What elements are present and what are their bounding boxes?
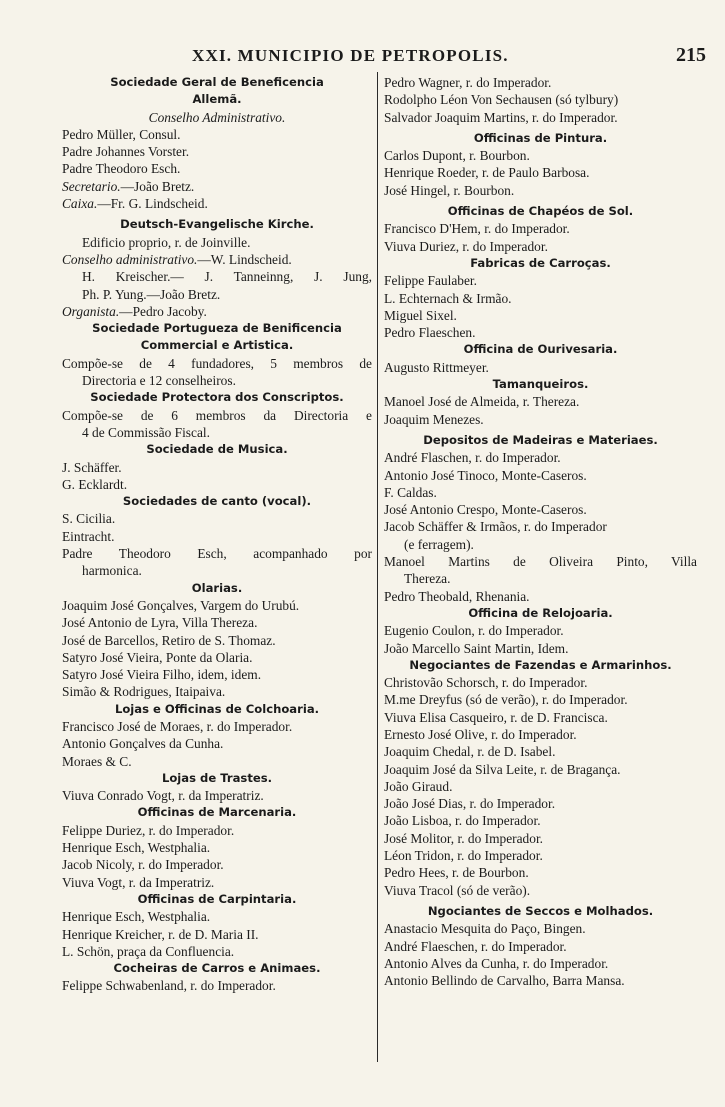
running-head bbox=[0, 46, 725, 72]
list-item: Viuva Vogt, r. da Imperatriz. bbox=[62, 874, 215, 890]
list-item: Henrique Esch, Westphalia. bbox=[62, 909, 211, 925]
list-item: Henrique Esch, Westphalia. bbox=[62, 840, 211, 856]
list-item: João Giraud. bbox=[384, 778, 453, 794]
section-heading: Negociantes de Fazendas e Armarinhos. bbox=[409, 657, 672, 672]
list-item: Eugenio Coulon, r. do Imperador. bbox=[384, 623, 564, 639]
list-item: Pedro Hees, r. de Bourbon. bbox=[384, 865, 529, 881]
section-heading: Officina de Relojoaria. bbox=[468, 605, 613, 620]
list-item: Compõe-se de 6 membros da Directoria e bbox=[62, 407, 372, 423]
section-heading: Sociedades de canto (vocal). bbox=[122, 494, 312, 509]
list-item: Manoel José de Almeida, r. Thereza. bbox=[384, 394, 580, 410]
list-item bbox=[62, 178, 372, 195]
section-heading: Sociedade Geral de Beneficencia bbox=[110, 75, 324, 89]
list-item: Felippe Faulaber. bbox=[384, 273, 477, 289]
list-item: L. Schön, praça da Confluencia. bbox=[62, 943, 235, 959]
role-label: Conselho administrativo. bbox=[62, 251, 198, 267]
section-heading: Olarias. bbox=[191, 580, 243, 595]
section-heading: Sociedade Portugueza de Benificencia bbox=[92, 321, 342, 336]
list-item: João Marcello Saint Martin, Idem. bbox=[384, 640, 569, 656]
list-item: (e ferragem). bbox=[404, 536, 474, 552]
list-item: Pedro Flaeschen. bbox=[384, 325, 476, 341]
list-item bbox=[62, 195, 372, 212]
list-item: Salvador Joaquim Martins, r. do Imperador. bbox=[384, 109, 618, 125]
list-item: 4 de Commissão Fiscal. bbox=[82, 424, 210, 440]
list-item: Viuva Conrado Vogt, r. da Imperatriz. bbox=[62, 788, 264, 804]
list-item: Anastacio Mesquita do Paço, Bingen. bbox=[384, 921, 586, 937]
section-heading: Officinas de Carpintaria. bbox=[137, 891, 297, 906]
list-item: Henrique Kreicher, r. de D. Maria II. bbox=[62, 926, 259, 942]
list-item: Christovão Schorsch, r. do Imperador. bbox=[384, 675, 588, 691]
list-item: Rodolpho Léon Von Sechausen (só tylbury) bbox=[384, 92, 619, 108]
list-item: Felippe Duriez, r. do Imperador. bbox=[62, 822, 235, 838]
list-item bbox=[62, 303, 372, 320]
section-heading: Fabricas de Carroças. bbox=[470, 255, 611, 270]
section-heading: Sociedade de Musica. bbox=[146, 442, 288, 457]
list-item: Pedro Theobald, Rhenania. bbox=[384, 588, 530, 604]
list-item: Henrique Roeder, r. de Paulo Barbosa. bbox=[384, 165, 590, 181]
page-title: XXI. MUNICIPIO DE PETROPOLIS. bbox=[192, 46, 509, 65]
subheading: Conselho Administrativo. bbox=[148, 109, 286, 125]
list-item: Compõe-se de 4 fundadores, 5 membros de bbox=[62, 355, 372, 371]
list-item: Joaquim José Gonçalves, Vargem do Urubú. bbox=[62, 597, 300, 613]
list-item-text: —W. Lindscheid. bbox=[197, 251, 292, 267]
list-item: João Lisboa, r. do Imperador. bbox=[384, 813, 541, 829]
list-item: Directoria e 12 conselheiros. bbox=[82, 373, 236, 389]
list-item: Viuva Duriez, r. do Imperador. bbox=[384, 238, 548, 254]
section-heading: Officinas de Marcenaria. bbox=[137, 805, 297, 820]
list-item: Moraes & C. bbox=[62, 753, 132, 769]
list-item: Antonio Gonçalves da Cunha. bbox=[62, 736, 224, 752]
list-item: G. Ecklardt. bbox=[62, 476, 128, 492]
list-item: André Flaeschen, r. do Imperador. bbox=[384, 938, 567, 954]
role-label: Caixa. bbox=[62, 196, 98, 212]
list-item: Joaquim Menezes. bbox=[384, 411, 484, 427]
column-divider bbox=[377, 72, 378, 1062]
list-item: José Antonio Crespo, Monte-Caseros. bbox=[384, 502, 587, 518]
list-item: Simão & Rodrigues, Itaipaiva. bbox=[62, 684, 226, 700]
list-item: André Flaschen, r. do Imperador. bbox=[384, 450, 561, 466]
list-item: Francisco José de Moraes, r. do Imperador. bbox=[62, 718, 293, 734]
list-item: Francisco D'Hem, r. do Imperador. bbox=[384, 221, 570, 237]
section-heading: Officinas de Pintura. bbox=[473, 130, 608, 145]
list-item: Viuva Elisa Casqueiro, r. de D. Francisca. bbox=[384, 709, 608, 725]
list-item: Carlos Dupont, r. Bourbon. bbox=[384, 148, 530, 164]
list-item: Joaquim Chedal, r. de D. Isabel. bbox=[384, 744, 556, 760]
list-item: L. Echternach & Irmão. bbox=[384, 290, 512, 306]
section-heading: Depositos de Madeiras e Materiaes. bbox=[423, 432, 658, 447]
list-item: harmonica. bbox=[82, 563, 142, 579]
role-label: Secretario. bbox=[62, 178, 121, 194]
section-heading: Tamanqueiros. bbox=[492, 377, 589, 392]
list-item: José Molitor, r. do Imperador. bbox=[384, 830, 544, 846]
list-item: Ph. P. Yung.—João Bretz. bbox=[82, 286, 221, 302]
list-item: Felippe Schwabenland, r. do Imperador. bbox=[62, 978, 276, 994]
list-item-text: —João Bretz. bbox=[120, 178, 195, 194]
list-item: José Antonio de Lyra, Villa Thereza. bbox=[62, 615, 258, 631]
list-item: Jacob Schäffer & Irmãos, r. do Imperador bbox=[384, 519, 607, 535]
role-label: Organista. bbox=[62, 303, 120, 319]
section-heading: Officina de Ourivesaria. bbox=[463, 342, 618, 357]
section-heading: Lojas e Officinas de Colchoaria. bbox=[114, 701, 320, 716]
list-item: Satyro José Vieira Filho, idem, idem. bbox=[62, 667, 262, 683]
list-item-text: —Fr. G. Lindscheid. bbox=[97, 196, 208, 212]
list-item: Antonio Alves da Cunha, r. do Imperador. bbox=[384, 955, 609, 971]
list-item: Eintracht. bbox=[62, 528, 115, 544]
list-item: José Hingel, r. Bourbon. bbox=[384, 182, 515, 198]
list-item: Thereza. bbox=[404, 571, 451, 587]
list-item: Padre Johannes Vorster. bbox=[62, 144, 190, 160]
section-heading: Lojas de Trastes. bbox=[161, 770, 273, 785]
list-item: J. Schäffer. bbox=[62, 459, 122, 475]
list-item: Léon Tridon, r. do Imperador. bbox=[384, 848, 543, 864]
list-item: Edificio proprio, r. de Joinville. bbox=[82, 234, 251, 250]
list-item: Pedro Wagner, r. do Imperador. bbox=[384, 75, 552, 90]
list-item: F. Caldas. bbox=[384, 484, 437, 500]
section-heading: Commercial e Artistica. bbox=[140, 338, 294, 353]
list-item: Pedro Müller, Consul. bbox=[62, 126, 181, 142]
list-item: Joaquim José da Silva Leite, r. de Bragança. bbox=[384, 761, 621, 777]
list-item: S. Cicilia. bbox=[62, 511, 116, 527]
list-item: Antonio José Tinoco, Monte-Caseros. bbox=[384, 467, 587, 483]
section-heading: Ngociantes de Seccos e Molhados. bbox=[427, 903, 654, 918]
list-item: Jacob Nicoly, r. do Imperador. bbox=[62, 857, 224, 873]
list-item: Satyro José Vieira, Ponte da Olaria. bbox=[62, 649, 253, 665]
section-heading: Deutsch-Evangelische Kirche. bbox=[120, 217, 314, 232]
list-item: Antonio Bellindo de Carvalho, Barra Mansa. bbox=[384, 973, 625, 989]
list-item: Ernesto José Olive, r. do Imperador. bbox=[384, 726, 577, 742]
list-item: Padre Theodoro Esch, acompanhado por bbox=[62, 546, 372, 562]
left-column bbox=[62, 74, 372, 995]
list-item: M.me Dreyfus (só de verão), r. do Imperador. bbox=[384, 692, 628, 708]
section-heading: Cocheiras de Carros e Animaes. bbox=[113, 961, 321, 976]
list-item: H. Kreischer.— J. Tanneinng, J. Jung, bbox=[82, 269, 372, 285]
page-number: 215 bbox=[676, 44, 706, 66]
section-heading: Officinas de Chapéos de Sol. bbox=[447, 204, 634, 219]
list-item-text: —Pedro Jacoby. bbox=[119, 303, 207, 319]
list-item: Augusto Rittmeyer. bbox=[384, 359, 489, 375]
right-column bbox=[384, 74, 697, 989]
list-item: José de Barcellos, Retiro de S. Thomaz. bbox=[62, 632, 276, 648]
list-item: Manoel Martins de Oliveira Pinto, Villa bbox=[384, 554, 697, 570]
list-item: Miguel Sixel. bbox=[384, 307, 457, 323]
list-item: Viuva Tracol (só de verão). bbox=[384, 882, 531, 898]
section-heading: Allemã. bbox=[192, 92, 242, 107]
section-heading: Sociedade Protectora dos Conscriptos. bbox=[90, 390, 344, 405]
list-item bbox=[62, 251, 372, 268]
list-item: Padre Theodoro Esch. bbox=[62, 161, 181, 177]
list-item: João José Dias, r. do Imperador. bbox=[384, 796, 556, 812]
